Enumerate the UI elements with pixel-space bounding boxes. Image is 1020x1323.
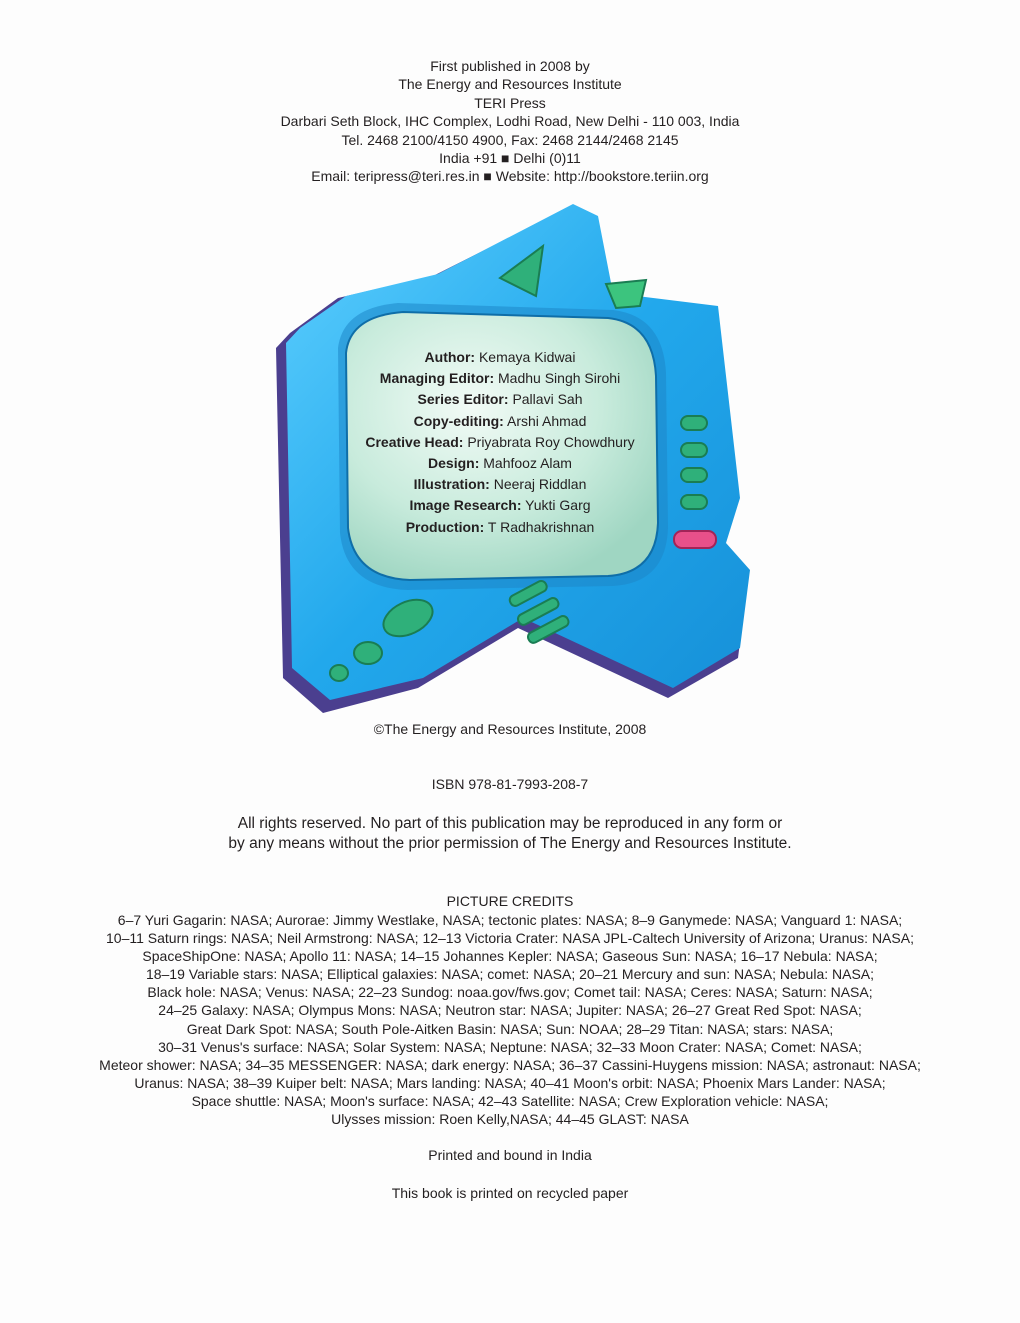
staff-credits (320, 347, 680, 538)
picture-credit-line: SpaceShipOne: NASA; Apollo 11: NASA; 14–15 Johannes Kepler: NASA; Gaseous Sun: NASA; 16–17 Nebula: NASA; (142, 948, 878, 965)
isbn: ISBN 978-81-7993-208-7 (431, 776, 589, 792)
recycled-notice: This book is printed on recycled paper (391, 1185, 629, 1201)
credit-row (320, 389, 680, 410)
credit-name: Priyabrata Roy Chowdhury (467, 433, 635, 450)
publisher-line: Tel. 2468 2100/4150 4900, Fax: 2468 2144/2468 2145 (341, 131, 679, 148)
rights-line: by any means without the prior permission of The Energy and Resources Institute. (228, 835, 792, 852)
copyright-notice: ©The Energy and Resources Institute, 2008 (373, 721, 647, 737)
credit-row (320, 432, 680, 453)
credit-role: Creative Head: (365, 433, 464, 450)
publisher-line: First published in 2008 by (430, 58, 590, 74)
picture-credit-line: 24–25 Galaxy: NASA; Olympus Mons: NASA; Neutron star: NASA; Jupiter: NASA; 26–27 Great Red Spot: NASA; (158, 1002, 862, 1019)
picture-credit-line: Ulysses mission: Roen Kelly,NASA; 44–45 GLAST: NASA (331, 1111, 689, 1128)
rights-line: All rights reserved. No part of this publication may be reproduced in any form or (237, 815, 783, 832)
credit-role: Series Editor: (417, 391, 509, 408)
picture-credit-line: Uranus: NASA; 38–39 Kuiper belt: NASA; Mars landing: NASA; 40–41 Moon's orbit: NASA; Phoenix Mars Lander: NASA; (134, 1074, 886, 1091)
publisher-info (0, 57, 1020, 186)
credit-name: T Radhakrishnan (487, 518, 595, 535)
publisher-line: India +91 ■ Delhi (0)11 (439, 150, 581, 167)
publisher-line: The Energy and Resources Institute (398, 76, 622, 93)
rights-statement (0, 814, 1020, 854)
credit-row (320, 368, 680, 389)
picture-credits-title: PICTURE CREDITS (446, 893, 574, 909)
credit-role: Copy-editing: (413, 412, 504, 429)
picture-credit-line: 18–19 Variable stars: NASA; Elliptical galaxies: NASA; comet: NASA; 20–21 Mercury and sun: NASA; Nebula: NASA; (145, 966, 875, 983)
credit-role: Illustration: (413, 476, 490, 493)
credit-name: Mahfooz Alam (483, 455, 572, 472)
publisher-line: Email: teripress@teri.res.in ■ Website: http://bookstore.teriin.org (311, 168, 709, 185)
printed-notice: Printed and bound in India (428, 1147, 592, 1163)
picture-credit-line: 30–31 Venus's surface: NASA; Solar System: NASA; Neptune: NASA; 32–33 Moon Crater: NASA; Comet: NASA; (158, 1038, 862, 1055)
credit-row (320, 517, 680, 538)
picture-credit-line: Space shuttle: NASA; Moon's surface: NASA; 42–43 Satellite: NASA; Crew Exploration vehicle: NASA; (191, 1092, 829, 1109)
publisher-line: Darbari Seth Block, IHC Complex, Lodhi Road, New Delhi - 110 003, India (280, 113, 740, 130)
publisher-line: TERI Press (474, 94, 546, 111)
credit-row (320, 347, 680, 368)
picture-credit-line: Great Dark Spot: NASA; South Pole-Aitken Basin: NASA; Sun: NOAA; 28–29 Titan: NASA; stars: NASA; (186, 1020, 834, 1037)
picture-credits (0, 911, 1020, 1128)
credit-row (320, 474, 680, 495)
credit-name: Arshi Ahmad (506, 412, 587, 429)
credit-role: Author: (424, 349, 476, 365)
credit-role: Design: (428, 455, 480, 472)
picture-credit-line: 6–7 Yuri Gagarin: NASA; Aurorae: Jimmy Westlake, NASA; tectonic plates: NASA; 8–9 Ganymede: NASA; Vanguard 1: NASA; (117, 912, 903, 928)
credit-row (320, 453, 680, 474)
picture-credit-line: Meteor shower: NASA; 34–35 MESSENGER: NASA; dark energy: NASA; 36–37 Cassini-Huygens mission: NASA; astronaut: NASA; (99, 1056, 921, 1073)
credit-role: Production: (405, 518, 485, 535)
credit-name: Yukti Garg (525, 497, 591, 514)
credit-role: Managing Editor: (379, 370, 495, 387)
credit-name: Pallavi Sah (512, 391, 583, 408)
credit-role: Image Research: (409, 497, 522, 514)
credit-name: Neeraj Riddlan (493, 476, 587, 493)
credit-name: Kemaya Kidwai (478, 349, 576, 365)
credit-name: Madhu Singh Sirohi (498, 370, 621, 387)
credit-row (320, 411, 680, 432)
credit-row (320, 495, 680, 516)
picture-credit-line: Black hole: NASA; Venus: NASA; 22–23 Sundog: noaa.gov/fws.gov; Comet tail: NASA; Ceres: NASA; Saturn: NASA; (147, 984, 873, 1001)
picture-credit-line: 10–11 Saturn rings: NASA; Neil Armstrong: NASA; 12–13 Victoria Crater: NASA JPL-Caltech University of Arizona; Uranus: NASA; (106, 930, 914, 947)
